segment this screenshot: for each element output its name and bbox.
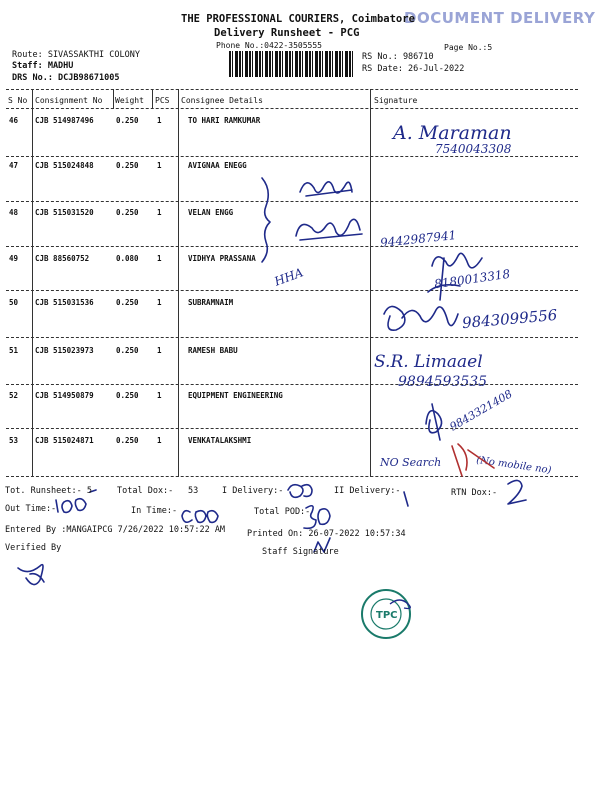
i-delivery-value-ink <box>288 485 312 498</box>
row-phone-written: 9442987941 <box>379 228 457 250</box>
document-delivery-stamp: DOCUMENT DELIVERY <box>404 9 596 27</box>
company-title: THE PROFESSIONAL COURIERS, Coimbatore <box>181 13 415 25</box>
row-sno: 48 <box>9 208 19 217</box>
row-sno: 49 <box>9 254 19 263</box>
entered-by: Entered By :MANGAIPCG 7/26/2022 10:57:22 AM <box>5 525 226 535</box>
printed-on: Printed On: 26-07-2022 10:57:34 <box>247 529 406 539</box>
drs-number: DRS No.: DCJB98671005 <box>12 73 120 83</box>
row-weight: 0.250 <box>116 161 139 170</box>
staff-signature-label: Staff Signature <box>262 547 339 557</box>
row-phone-written: 9843099556 <box>461 305 559 333</box>
row-weight: 0.250 <box>116 116 139 125</box>
signature-scribble <box>300 182 352 196</box>
row-consignee: VIDHYA PRASSANA <box>188 254 256 263</box>
row-consignment: CJB 515024848 <box>35 161 94 170</box>
row-sno: 53 <box>9 436 19 445</box>
row-weight: 0.250 <box>116 298 139 307</box>
rs-number: RS No.: 986710 <box>362 52 434 62</box>
col-header-consignment: Consignment No <box>35 96 103 105</box>
row-sno: 47 <box>9 161 19 170</box>
row-phone-written: 8180013318 <box>433 266 511 292</box>
ii-delivery-value-ink <box>404 492 408 506</box>
runsheet-title: Delivery Runsheet - PCG <box>214 27 360 39</box>
row-consignee: VENKATALAKSHMI <box>188 436 252 445</box>
signature-scribble <box>384 306 458 330</box>
signature-scribble <box>426 404 442 440</box>
ii-delivery-label: II Delivery:- <box>334 486 401 496</box>
row-phone-written: (No mobile no) <box>475 454 553 477</box>
row-weight: 0.080 <box>116 254 139 263</box>
row-weight: 0.250 <box>116 436 139 445</box>
row-consignment: CJB 514950879 <box>35 391 94 400</box>
row-consignee: TO HARI RAMKUMAR <box>188 116 261 125</box>
rtn-value-ink <box>508 480 526 504</box>
row-signature: S.R. Limaael <box>374 352 483 372</box>
in-time-value-ink <box>182 511 218 523</box>
row-consignment: CJB 515031520 <box>35 208 94 217</box>
row-consignment: CJB 88560752 <box>35 254 90 263</box>
row-consignment: CJB 515031536 <box>35 298 94 307</box>
row-consignee: VELAN ENGG <box>188 208 234 217</box>
total-dox-label: Total Dox:- <box>117 486 174 496</box>
row-consignee: AVIGNAA ENEGG <box>188 161 247 170</box>
row-signature: A. Maraman <box>393 122 512 144</box>
signature-scribble <box>296 219 362 240</box>
i-delivery-label: I Delivery:- <box>222 486 284 496</box>
row-sno: 52 <box>9 391 19 400</box>
row-pcs: 1 <box>157 346 162 355</box>
rtn-dox-label: RTN Dox:- <box>451 488 498 498</box>
row-pcs: 1 <box>157 298 162 307</box>
page-number: Page No.:5 <box>444 43 493 52</box>
row-signature: HHA <box>272 265 306 289</box>
signature-scribble <box>428 253 482 300</box>
row-consignment: CJB 515023973 <box>35 346 94 355</box>
col-header-sno: S No <box>8 96 28 105</box>
route: Route: SIVASSAKTHI COLONY <box>12 50 140 60</box>
row-pcs: 1 <box>157 208 162 217</box>
out-time-label: Out Time:- <box>5 504 57 514</box>
total-pod-label: Total POD:- <box>254 507 311 517</box>
row-consignee: EQUIPMENT ENGINEERING <box>188 391 283 400</box>
tot-runsheet: Tot. Runsheet:- 5 <box>5 486 92 496</box>
staff-name: Staff: MADHU <box>12 61 74 71</box>
row-pcs: 1 <box>157 391 162 400</box>
brace-mark <box>262 178 270 262</box>
correction-scribble <box>452 444 494 476</box>
row-weight: 0.250 <box>116 391 139 400</box>
row-consignee: RAMESH BABU <box>188 346 238 355</box>
phone-number: Phone No.:0422-3505555 <box>216 41 322 50</box>
total-dox-value: 53 <box>188 486 199 496</box>
col-header-consignee: Consignee Details <box>181 96 263 105</box>
row-weight: 0.250 <box>116 346 139 355</box>
rs-date: RS Date: 26-Jul-2022 <box>362 64 465 74</box>
row-pcs: 1 <box>157 436 162 445</box>
svg-text:TPC: TPC <box>376 610 398 621</box>
in-time-label: In Time:- <box>131 506 178 516</box>
col-header-weight: Weight <box>115 96 144 105</box>
row-sno: 51 <box>9 346 19 355</box>
row-sno: 50 <box>9 298 19 307</box>
col-header-pcs: PCS <box>155 96 170 105</box>
col-header-signature: Signature <box>374 96 418 105</box>
row-phone-written: 7540043308 <box>435 142 512 156</box>
row-consignment: CJB 515024871 <box>35 436 94 445</box>
row-consignment: CJB 514987496 <box>35 116 94 125</box>
row-phone-written: 9843321408 <box>447 387 515 434</box>
row-pcs: 1 <box>157 254 162 263</box>
row-consignee: SUBRAMNAIM <box>188 298 234 307</box>
verified-by-label: Verified By <box>5 543 62 553</box>
row-sno: 46 <box>9 116 19 125</box>
verified-by-signature-ink <box>18 565 44 585</box>
row-pcs: 1 <box>157 161 162 170</box>
row-pcs: 1 <box>157 116 162 125</box>
row-signature: NO Search <box>380 456 442 469</box>
row-weight: 0.250 <box>116 208 139 217</box>
row-phone-written: 9894593535 <box>398 374 488 390</box>
company-stamp <box>360 586 420 642</box>
